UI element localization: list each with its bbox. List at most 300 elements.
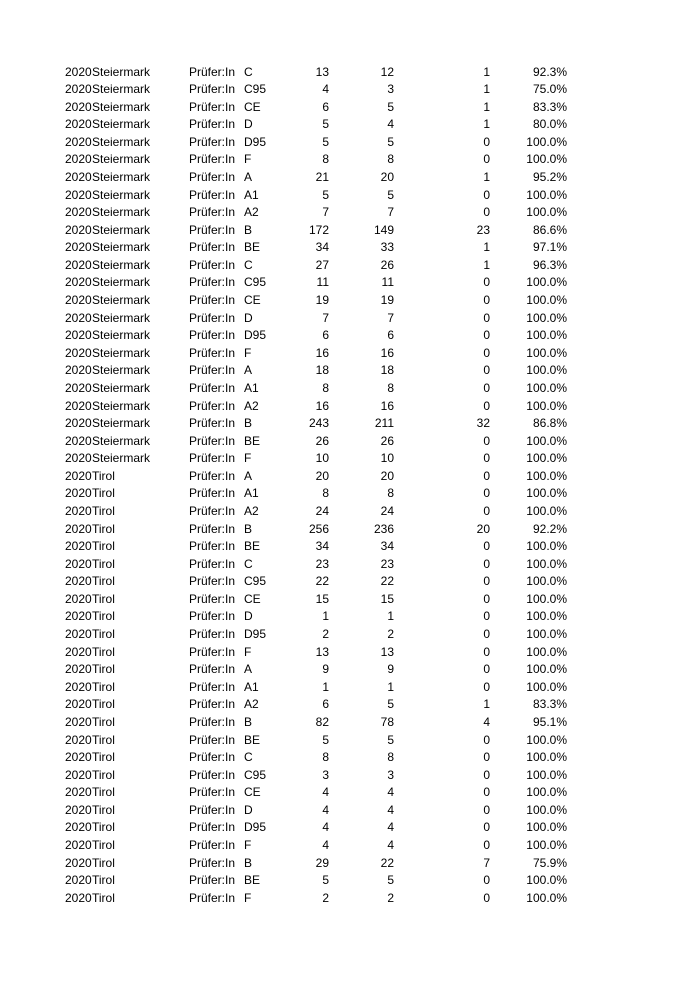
cell-pass-rate: 100.0% [526, 785, 567, 800]
cell-failed: 0 [483, 363, 490, 378]
table-row [0, 169, 700, 187]
cell-region: Tirol [92, 750, 115, 765]
cell-passed: 23 [380, 556, 394, 571]
cell-license-class: A [244, 363, 253, 378]
cell-role: Prüfer:In [189, 556, 236, 571]
cell-failed: 0 [483, 539, 490, 554]
cell-passed: 1 [387, 609, 394, 624]
cell-region: Steiermark [92, 187, 151, 202]
cell-failed: 0 [483, 134, 490, 149]
cell-region: Steiermark [92, 328, 151, 343]
cell-license-class: D [244, 802, 253, 817]
cell-pass-rate: 100.0% [526, 679, 567, 694]
cell-pass-rate: 92.2% [532, 521, 567, 536]
cell-license-class: D95 [244, 134, 267, 149]
cell-pass-rate: 100.0% [526, 310, 567, 325]
table-row [0, 749, 700, 767]
cell-failed: 0 [483, 644, 490, 659]
cell-region: Tirol [92, 802, 115, 817]
cell-year: 2020 [65, 486, 92, 501]
cell-passed: 26 [380, 257, 394, 272]
cell-license-class: A1 [244, 187, 259, 202]
cell-region: Tirol [92, 785, 115, 800]
cell-failed: 0 [483, 486, 490, 501]
cell-failed: 0 [483, 328, 490, 343]
cell-total: 27 [315, 257, 329, 272]
cell-pass-rate: 100.0% [526, 627, 567, 642]
table-row [0, 784, 700, 802]
cell-failed: 0 [483, 838, 490, 853]
cell-passed: 11 [381, 275, 394, 290]
cell-failed: 32 [476, 416, 490, 431]
table-row [0, 99, 700, 117]
cell-role: Prüfer:In [189, 609, 236, 624]
table-row [0, 257, 700, 275]
cell-passed: 22 [380, 574, 394, 589]
table-row [0, 626, 700, 644]
cell-year: 2020 [65, 838, 92, 853]
cell-total: 82 [315, 714, 329, 729]
cell-role: Prüfer:In [189, 767, 236, 782]
cell-role: Prüfer:In [189, 117, 236, 132]
cell-total: 5 [322, 732, 329, 747]
cell-region: Steiermark [92, 293, 151, 308]
cell-role: Prüfer:In [189, 205, 236, 220]
cell-role: Prüfer:In [189, 293, 236, 308]
cell-role: Prüfer:In [189, 679, 236, 694]
cell-year: 2020 [65, 310, 92, 325]
cell-pass-rate: 100.0% [526, 539, 567, 554]
cell-license-class: B [244, 855, 253, 870]
table-row [0, 415, 700, 433]
table-row [0, 521, 700, 539]
table-row [0, 696, 700, 714]
cell-license-class: A [244, 662, 253, 677]
cell-region: Tirol [92, 679, 115, 694]
cell-passed: 15 [380, 591, 394, 606]
cell-total: 16 [315, 345, 329, 360]
cell-pass-rate: 100.0% [526, 802, 567, 817]
cell-failed: 0 [483, 293, 490, 308]
cell-role: Prüfer:In [189, 398, 236, 413]
table-row [0, 433, 700, 451]
cell-role: Prüfer:In [189, 257, 236, 272]
table-row [0, 644, 700, 662]
cell-role: Prüfer:In [189, 82, 236, 97]
cell-region: Steiermark [92, 310, 151, 325]
cell-license-class: F [244, 451, 252, 466]
cell-year: 2020 [65, 767, 92, 782]
cell-pass-rate: 100.0% [526, 433, 567, 448]
cell-total: 243 [308, 416, 329, 431]
cell-year: 2020 [65, 169, 92, 184]
cell-year: 2020 [65, 714, 92, 729]
cell-license-class: B [244, 521, 253, 536]
cell-license-class: CE [244, 785, 261, 800]
cell-pass-rate: 83.3% [532, 99, 567, 114]
cell-passed: 4 [387, 820, 394, 835]
cell-failed: 1 [483, 64, 490, 79]
cell-total: 5 [322, 187, 329, 202]
cell-total: 16 [315, 398, 329, 413]
cell-failed: 0 [483, 750, 490, 765]
cell-pass-rate: 100.0% [526, 838, 567, 853]
cell-year: 2020 [65, 398, 92, 413]
cell-role: Prüfer:In [189, 697, 236, 712]
cell-failed: 0 [483, 662, 490, 677]
cell-failed: 1 [483, 99, 490, 114]
table-row [0, 134, 700, 152]
cell-pass-rate: 100.0% [526, 468, 567, 483]
table-row [0, 310, 700, 328]
table-row [0, 538, 700, 556]
cell-year: 2020 [65, 380, 92, 395]
cell-pass-rate: 86.8% [532, 416, 567, 431]
cell-passed: 2 [387, 890, 394, 905]
cell-passed: 7 [387, 205, 394, 220]
cell-role: Prüfer:In [189, 732, 236, 747]
table-row [0, 327, 700, 345]
cell-failed: 0 [483, 679, 490, 694]
cell-pass-rate: 100.0% [526, 591, 567, 606]
cell-region: Steiermark [92, 275, 151, 290]
cell-region: Steiermark [92, 240, 151, 255]
cell-region: Steiermark [92, 380, 151, 395]
cell-role: Prüfer:In [189, 99, 236, 114]
cell-failed: 0 [483, 451, 490, 466]
cell-failed: 1 [483, 169, 490, 184]
table-row [0, 855, 700, 873]
cell-region: Tirol [92, 486, 115, 501]
cell-license-class: F [244, 644, 252, 659]
table-row [0, 362, 700, 380]
cell-year: 2020 [65, 732, 92, 747]
cell-failed: 0 [483, 890, 490, 905]
cell-failed: 7 [483, 855, 490, 870]
cell-license-class: C95 [244, 82, 267, 97]
table-row [0, 345, 700, 363]
table-row [0, 116, 700, 134]
cell-license-class: F [244, 890, 252, 905]
cell-year: 2020 [65, 504, 92, 518]
cell-total: 1 [322, 679, 329, 694]
cell-region: Steiermark [92, 416, 151, 431]
cell-license-class: B [244, 222, 253, 237]
cell-year: 2020 [65, 697, 92, 712]
cell-role: Prüfer:In [189, 451, 236, 466]
cell-year: 2020 [65, 609, 92, 624]
cell-total: 13 [315, 64, 329, 79]
cell-license-class: C95 [244, 767, 267, 782]
table-row [0, 608, 700, 626]
cell-pass-rate: 97.1% [532, 240, 567, 255]
table-row [0, 151, 700, 169]
cell-region: Tirol [92, 714, 115, 729]
cell-license-class: F [244, 152, 252, 167]
cell-total: 13 [315, 644, 329, 659]
cell-total: 8 [322, 486, 329, 501]
table-row [0, 187, 700, 205]
cell-failed: 0 [483, 205, 490, 220]
cell-failed: 0 [483, 591, 490, 606]
cell-pass-rate: 75.9% [532, 855, 567, 870]
cell-region: Tirol [92, 591, 115, 606]
cell-region: Steiermark [92, 451, 151, 466]
cell-region: Steiermark [92, 398, 151, 413]
table-row [0, 573, 700, 591]
table-row [0, 872, 700, 890]
cell-passed: 8 [387, 750, 394, 765]
table-row [0, 819, 700, 837]
cell-total: 8 [322, 750, 329, 765]
cell-failed: 0 [483, 767, 490, 782]
cell-license-class: BE [244, 433, 261, 448]
cell-passed: 3 [387, 767, 394, 782]
cell-year: 2020 [65, 785, 92, 800]
cell-pass-rate: 100.0% [526, 609, 567, 624]
cell-failed: 0 [483, 820, 490, 835]
cell-license-class: C [244, 556, 253, 571]
cell-region: Tirol [92, 521, 115, 536]
cell-year: 2020 [65, 591, 92, 606]
cell-passed: 10 [380, 451, 394, 466]
cell-year: 2020 [65, 187, 92, 202]
cell-total: 10 [315, 451, 329, 466]
cell-passed: 33 [380, 240, 394, 255]
cell-license-class: CE [244, 293, 261, 308]
cell-failed: 0 [483, 433, 490, 448]
cell-pass-rate: 100.0% [526, 152, 567, 167]
cell-role: Prüfer:In [189, 328, 236, 343]
cell-region: Tirol [92, 890, 115, 905]
cell-passed: 22 [380, 855, 394, 870]
table-row [0, 222, 700, 240]
cell-total: 9 [322, 662, 329, 677]
cell-role: Prüfer:In [189, 486, 236, 501]
cell-region: Tirol [92, 644, 115, 659]
cell-passed: 5 [387, 697, 394, 712]
cell-pass-rate: 100.0% [526, 363, 567, 378]
cell-role: Prüfer:In [189, 134, 236, 149]
cell-failed: 0 [483, 468, 490, 483]
cell-license-class: CE [244, 591, 261, 606]
cell-year: 2020 [65, 468, 92, 483]
cell-role: Prüfer:In [189, 169, 236, 184]
cell-role: Prüfer:In [189, 873, 236, 888]
cell-license-class: A2 [244, 205, 259, 220]
cell-role: Prüfer:In [189, 433, 236, 448]
cell-pass-rate: 100.0% [526, 187, 567, 202]
cell-role: Prüfer:In [189, 627, 236, 642]
cell-passed: 26 [380, 433, 394, 448]
cell-license-class: D [244, 609, 253, 624]
cell-total: 7 [322, 205, 329, 220]
cell-license-class: C95 [244, 275, 267, 290]
cell-role: Prüfer:In [189, 275, 236, 290]
cell-role: Prüfer:In [189, 468, 236, 483]
cell-role: Prüfer:In [189, 187, 236, 202]
cell-passed: 5 [387, 732, 394, 747]
cell-year: 2020 [65, 662, 92, 677]
cell-pass-rate: 100.0% [526, 380, 567, 395]
cell-passed: 18 [380, 363, 394, 378]
cell-license-class: A2 [244, 697, 259, 712]
cell-failed: 0 [483, 873, 490, 888]
table-row [0, 64, 700, 82]
cell-role: Prüfer:In [189, 714, 236, 729]
cell-passed: 13 [380, 644, 394, 659]
cell-year: 2020 [65, 539, 92, 554]
table-row [0, 81, 700, 99]
cell-year: 2020 [65, 750, 92, 765]
cell-total: 4 [322, 820, 329, 835]
cell-total: 256 [308, 521, 329, 536]
cell-total: 2 [322, 627, 329, 642]
cell-total: 5 [322, 117, 329, 132]
cell-year: 2020 [65, 257, 92, 272]
cell-pass-rate: 100.0% [526, 134, 567, 149]
cell-license-class: B [244, 416, 253, 431]
cell-pass-rate: 75.0% [532, 82, 567, 97]
cell-pass-rate: 86.6% [532, 222, 567, 237]
cell-pass-rate: 95.1% [532, 714, 567, 729]
cell-total: 24 [315, 504, 329, 518]
cell-passed: 78 [380, 714, 394, 729]
cell-role: Prüfer:In [189, 64, 236, 79]
cell-region: Tirol [92, 873, 115, 888]
cell-passed: 2 [387, 627, 394, 642]
cell-pass-rate: 100.0% [526, 328, 567, 343]
cell-failed: 1 [483, 240, 490, 255]
cell-license-class: C [244, 64, 253, 79]
cell-role: Prüfer:In [189, 152, 236, 167]
cell-passed: 149 [373, 222, 394, 237]
cell-region: Steiermark [92, 117, 151, 132]
cell-license-class: BE [244, 240, 261, 255]
cell-year: 2020 [65, 240, 92, 255]
table-row [0, 503, 700, 521]
cell-license-class: F [244, 345, 252, 360]
cell-role: Prüfer:In [189, 820, 236, 835]
cell-year: 2020 [65, 134, 92, 149]
cell-region: Tirol [92, 697, 115, 712]
cell-role: Prüfer:In [189, 539, 236, 554]
cell-license-class: D95 [244, 328, 267, 343]
cell-passed: 34 [380, 539, 394, 554]
cell-total: 1 [322, 609, 329, 624]
cell-failed: 1 [483, 117, 490, 132]
cell-passed: 8 [387, 380, 394, 395]
cell-total: 6 [322, 697, 329, 712]
cell-region: Steiermark [92, 152, 151, 167]
cell-failed: 0 [483, 275, 490, 290]
cell-license-class: D95 [244, 627, 267, 642]
cell-role: Prüfer:In [189, 521, 236, 536]
cell-role: Prüfer:In [189, 380, 236, 395]
cell-total: 34 [315, 539, 329, 554]
cell-license-class: BE [244, 873, 261, 888]
cell-failed: 0 [483, 785, 490, 800]
cell-year: 2020 [65, 433, 92, 448]
cell-total: 21 [315, 169, 329, 184]
cell-region: Steiermark [92, 205, 151, 220]
cell-failed: 23 [476, 222, 490, 237]
cell-year: 2020 [65, 855, 92, 870]
cell-year: 2020 [65, 521, 92, 536]
cell-license-class: A2 [244, 398, 259, 413]
cell-total: 4 [322, 82, 329, 97]
cell-failed: 1 [483, 257, 490, 272]
cell-total: 8 [322, 152, 329, 167]
cell-year: 2020 [65, 328, 92, 343]
cell-failed: 0 [483, 345, 490, 360]
table-row [0, 890, 700, 908]
cell-total: 11 [316, 275, 329, 290]
cell-failed: 0 [483, 574, 490, 589]
cell-passed: 5 [387, 187, 394, 202]
cell-region: Tirol [92, 767, 115, 782]
table-row [0, 239, 700, 257]
table-row [0, 767, 700, 785]
cell-region: Steiermark [92, 169, 151, 184]
cell-total: 5 [322, 873, 329, 888]
cell-region: Steiermark [92, 257, 151, 272]
cell-failed: 0 [483, 627, 490, 642]
cell-passed: 8 [387, 486, 394, 501]
cell-license-class: F [244, 838, 252, 853]
cell-passed: 9 [387, 662, 394, 677]
cell-region: Steiermark [92, 433, 151, 448]
cell-passed: 4 [387, 838, 394, 853]
cell-year: 2020 [65, 627, 92, 642]
cell-region: Tirol [92, 732, 115, 747]
cell-license-class: D [244, 310, 253, 325]
cell-role: Prüfer:In [189, 363, 236, 378]
cell-year: 2020 [65, 556, 92, 571]
cell-region: Tirol [92, 838, 115, 853]
cell-total: 4 [322, 802, 329, 817]
cell-total: 22 [315, 574, 329, 589]
cell-role: Prüfer:In [189, 890, 236, 905]
cell-license-class: BE [244, 539, 261, 554]
cell-total: 3 [322, 767, 329, 782]
cell-year: 2020 [65, 64, 92, 79]
cell-total: 6 [322, 99, 329, 114]
cell-year: 2020 [65, 451, 92, 466]
cell-year: 2020 [65, 117, 92, 132]
cell-passed: 24 [380, 504, 394, 518]
cell-year: 2020 [65, 873, 92, 888]
cell-pass-rate: 80.0% [532, 117, 567, 132]
cell-region: Tirol [92, 609, 115, 624]
cell-pass-rate: 100.0% [526, 644, 567, 659]
cell-failed: 0 [483, 152, 490, 167]
cell-total: 8 [322, 380, 329, 395]
cell-passed: 20 [380, 468, 394, 483]
cell-total: 6 [322, 328, 329, 343]
cell-license-class: A2 [244, 504, 259, 518]
cell-pass-rate: 100.0% [526, 662, 567, 677]
cell-pass-rate: 100.0% [526, 890, 567, 905]
cell-license-class: A1 [244, 679, 259, 694]
cell-failed: 1 [483, 697, 490, 712]
cell-year: 2020 [65, 679, 92, 694]
cell-region: Tirol [92, 820, 115, 835]
cell-role: Prüfer:In [189, 345, 236, 360]
cell-failed: 0 [483, 732, 490, 747]
cell-license-class: A1 [244, 380, 259, 395]
cell-region: Tirol [92, 556, 115, 571]
